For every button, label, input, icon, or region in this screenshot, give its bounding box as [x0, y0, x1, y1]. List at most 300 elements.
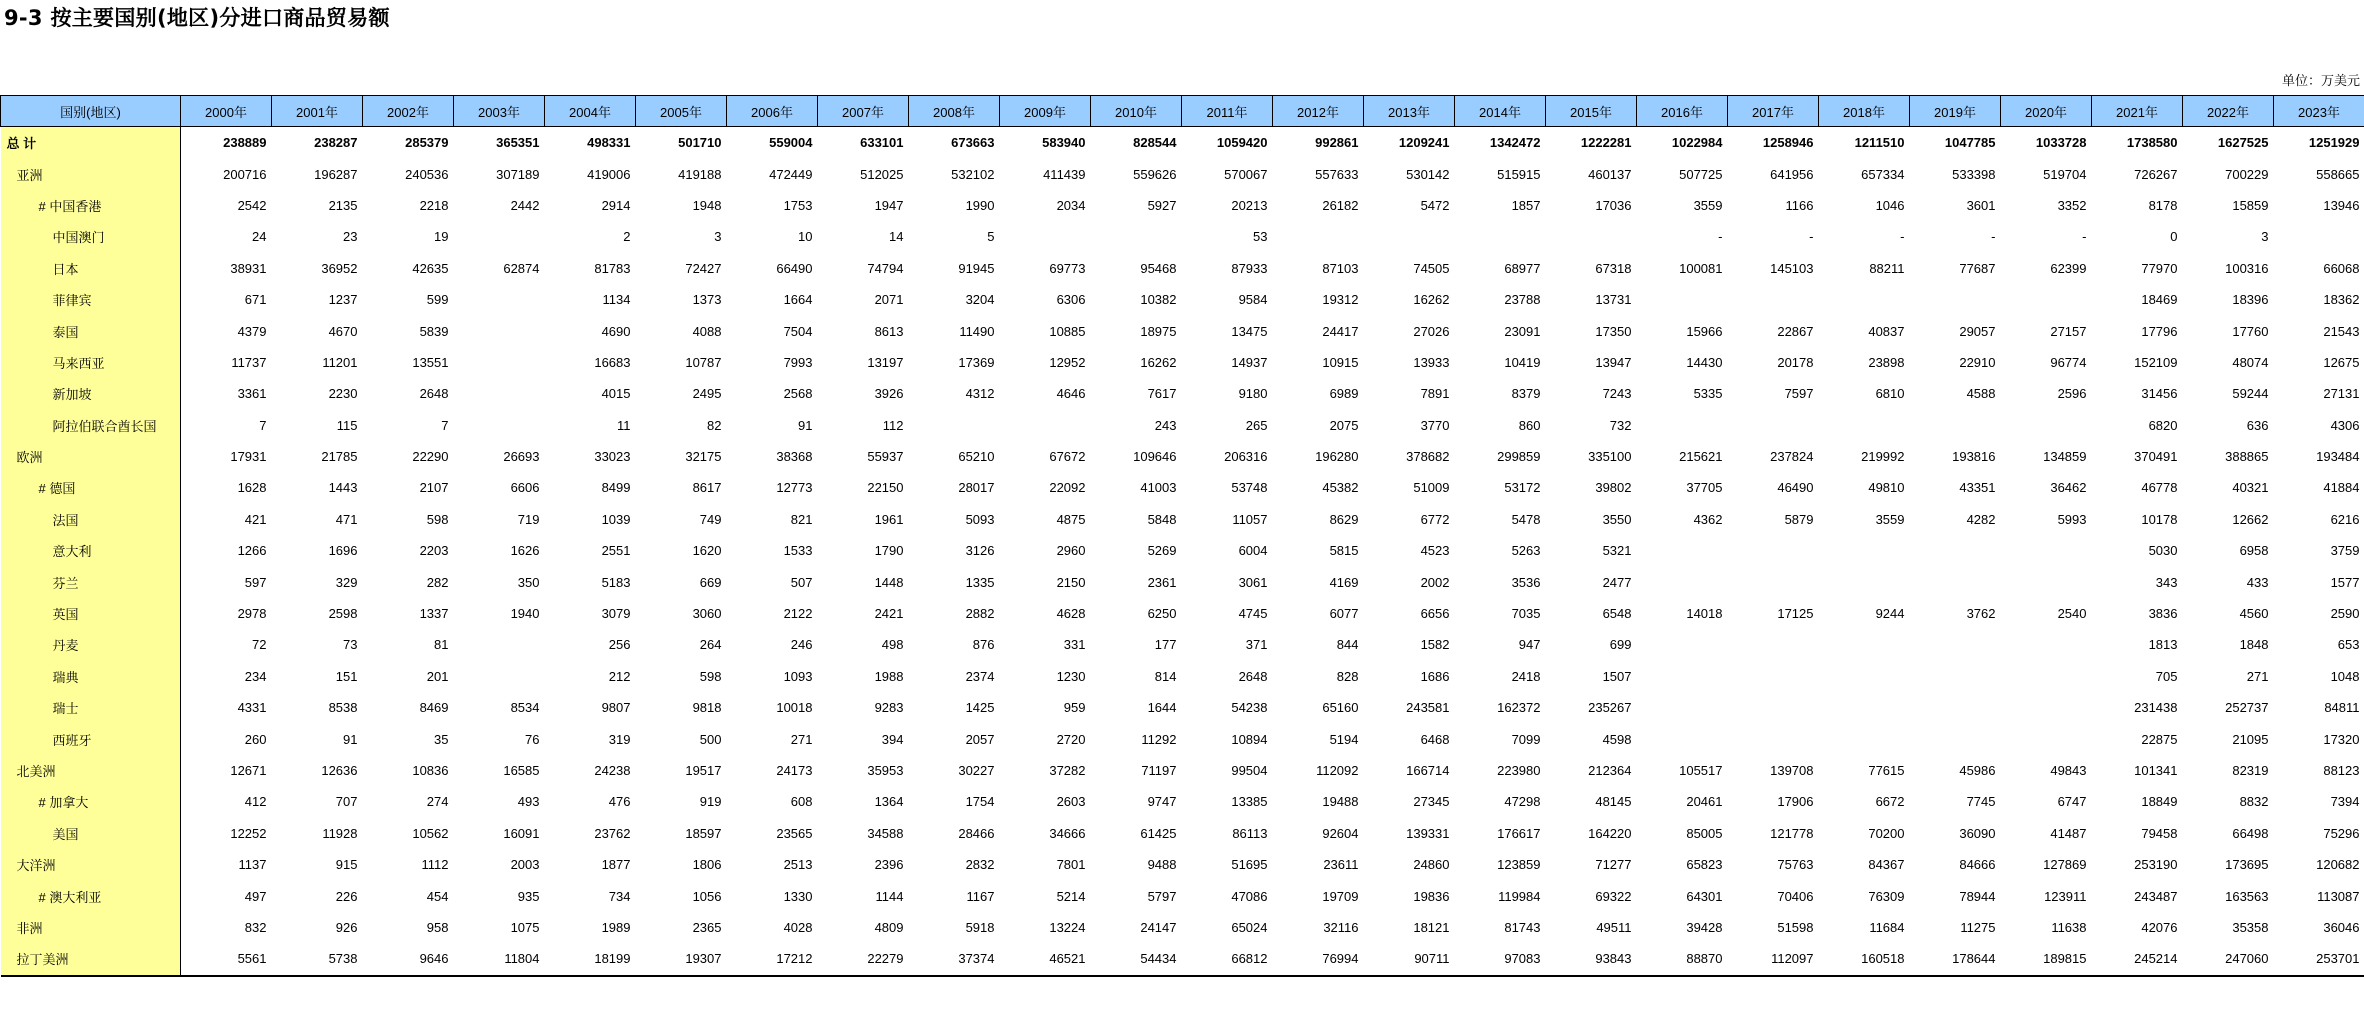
table-cell: [1728, 284, 1819, 315]
table-cell: 9807: [601, 700, 631, 716]
table-cell: 3204: [965, 292, 995, 308]
table-cell: 65024: [1231, 919, 1268, 935]
table-cell: 876: [972, 637, 995, 653]
table-cell: 2596: [2057, 386, 2087, 402]
table-cell: 48145: [1595, 794, 1632, 810]
table-cell: 3079: [601, 606, 631, 622]
table-cell: [454, 410, 545, 441]
table-cell: 365351: [496, 135, 540, 151]
table-cell: 8178: [2148, 197, 2178, 213]
table-cell: 6772: [1420, 511, 1450, 527]
table-cell: 5: [987, 229, 995, 245]
table-cell: 19836: [1413, 888, 1450, 904]
row-region-name: 瑞士: [1, 692, 181, 723]
table-cell: 1448: [874, 574, 904, 590]
table-cell: 8469: [419, 700, 449, 716]
table-cell: 84811: [2324, 700, 2360, 716]
table-cell: 17906: [1777, 794, 1814, 810]
table-cell: 14430: [1686, 354, 1723, 370]
table-cell: 19: [434, 229, 449, 245]
table-cell: -: [1900, 229, 1905, 245]
table-cell: 11928: [322, 825, 358, 841]
table-cell: 16683: [594, 354, 631, 370]
table-cell: [1910, 410, 2001, 441]
table-cell: 49843: [2050, 763, 2087, 778]
table-cell: 828544: [1133, 135, 1177, 151]
table-cell: 2361: [1147, 574, 1177, 590]
table-cell: 557633: [1315, 166, 1359, 182]
row-region-name: 丹麦: [1, 629, 181, 660]
table-cell: 21095: [2232, 731, 2269, 747]
table-cell: 1342472: [1489, 135, 1541, 151]
table-cell: 66490: [776, 260, 813, 276]
table-cell: 13197: [867, 354, 904, 370]
table-cell: [454, 221, 545, 252]
table-row: [1, 692, 2364, 723]
table-cell: 152109: [2134, 354, 2178, 370]
table-cell: 860: [1518, 417, 1541, 433]
header-year: 2001年: [272, 96, 363, 127]
table-cell: 958: [426, 919, 449, 935]
table-cell: 38931: [230, 260, 267, 276]
table-cell: 2034: [1056, 197, 1086, 213]
table-row: [1, 818, 2364, 849]
table-cell: [1637, 535, 1728, 566]
table-cell: 935: [517, 888, 540, 904]
table-cell: 28017: [958, 480, 995, 496]
table-cell: 256: [608, 637, 631, 653]
table-cell: 2542: [237, 197, 267, 213]
table-cell: 2396: [874, 857, 904, 873]
table-cell: 498: [881, 637, 904, 653]
table-cell: 371: [1245, 637, 1268, 653]
table-cell: 8379: [1511, 386, 1541, 402]
table-cell: 719: [517, 511, 540, 527]
table-cell: 46490: [1777, 480, 1814, 496]
table-cell: 265: [1245, 417, 1268, 433]
table-cell: 240536: [405, 166, 449, 182]
table-cell: 5030: [2148, 543, 2178, 559]
table-cell: [1910, 284, 2001, 315]
table-cell: 4628: [1056, 606, 1086, 622]
table-cell: 1209241: [1398, 135, 1450, 151]
table-cell: 1664: [783, 292, 813, 308]
table-cell: 2495: [692, 386, 722, 402]
table-cell: 8538: [328, 700, 358, 716]
table-cell: 54238: [1231, 700, 1268, 716]
table-cell: 2: [623, 229, 631, 245]
table-cell: 212: [608, 668, 631, 684]
table-cell: 235267: [1588, 700, 1632, 716]
table-cell: 166714: [1406, 763, 1450, 778]
table-cell: 85005: [1686, 825, 1723, 841]
table-cell: 7891: [1420, 386, 1450, 402]
table-cell: [454, 661, 545, 692]
table-cell: 530142: [1406, 166, 1450, 182]
table-cell: 1533: [783, 543, 813, 559]
table-cell: 70406: [1777, 888, 1814, 904]
table-cell: 72: [252, 637, 267, 653]
table-cell: 472449: [769, 166, 813, 182]
table-cell: 700229: [2225, 166, 2269, 182]
table-cell: 139331: [1406, 825, 1450, 841]
table-cell: 6672: [1875, 794, 1905, 810]
table-cell: 42076: [2141, 919, 2178, 935]
table-cell: 27131: [2323, 386, 2360, 402]
table-cell: 8629: [1329, 511, 1359, 527]
table-cell: 11804: [454, 943, 545, 975]
table-row: [1, 190, 2364, 221]
table-cell: 1230: [1056, 668, 1086, 684]
table-cell: 1033728: [2035, 135, 2087, 151]
table-cell: 5183: [601, 574, 631, 590]
table-cell: 2568: [783, 386, 813, 402]
table-cell: 12636: [321, 763, 358, 778]
table-cell: 919: [699, 794, 722, 810]
table-cell: 196280: [1315, 449, 1359, 465]
table-cell: [1819, 284, 1910, 315]
table-cell: 10885: [1049, 323, 1086, 339]
table-cell: [454, 315, 545, 346]
header-year: 2013年: [1364, 96, 1455, 127]
table-cell: 5839: [419, 323, 449, 339]
table-cell: 81: [434, 637, 449, 653]
table-cell: 69773: [1049, 260, 1086, 276]
table-cell: 77687: [1959, 260, 1996, 276]
table-cell: [1637, 629, 1728, 660]
table-cell: 519704: [2043, 166, 2087, 182]
table-cell: 370491: [2134, 449, 2178, 465]
table-cell: 79458: [2141, 825, 2178, 841]
row-region-name: 意大利: [1, 535, 181, 566]
table-cell: 1696: [328, 543, 358, 559]
table-cell: 115: [336, 417, 358, 433]
table-cell: 231438: [2134, 700, 2178, 716]
table-cell: 253190: [2134, 857, 2178, 873]
row-region-name: # 澳大利亚: [1, 880, 181, 911]
table-cell: 65823: [1686, 857, 1723, 873]
table-cell: 4809: [874, 919, 904, 935]
table-cell: 17125: [1777, 606, 1814, 622]
table-cell: 12662: [2232, 511, 2269, 527]
table-cell: [2001, 723, 2092, 754]
table-cell: 5214: [1056, 888, 1086, 904]
table-cell: 19312: [1322, 292, 1359, 308]
table-cell: -: [2082, 229, 2087, 245]
row-region-name: 拉丁美洲: [1, 943, 181, 975]
table-cell: 0: [2170, 229, 2178, 245]
table-cell: 5993: [2057, 511, 2087, 527]
table-cell: 77615: [1868, 763, 1905, 778]
table-cell: 93843: [1546, 943, 1637, 975]
header-year: 2021年: [2092, 96, 2183, 127]
table-cell: 1577: [2330, 574, 2360, 590]
table-cell: 32175: [685, 449, 722, 465]
table-cell: 2648: [1238, 668, 1268, 684]
table-cell: 471: [335, 511, 358, 527]
table-row: [1, 849, 2364, 880]
table-cell: 51598: [1777, 919, 1814, 935]
table-cell: 2421: [874, 606, 904, 622]
table-cell: 41487: [2050, 825, 2087, 841]
table-cell: 113087: [2317, 888, 2360, 904]
table-cell: 1093: [783, 668, 813, 684]
table-cell: 2590: [2330, 606, 2360, 622]
table-cell: 6810: [1875, 386, 1905, 402]
table-row: [1, 378, 2364, 409]
table-cell: [2001, 661, 2092, 692]
row-region-name: 英国: [1, 598, 181, 629]
table-cell: 35953: [867, 763, 904, 778]
table-cell: 319: [608, 731, 631, 747]
table-cell: 223980: [1497, 763, 1541, 778]
table-cell: 5478: [1511, 511, 1541, 527]
table-cell: 22290: [412, 449, 449, 465]
table-cell: 24147: [1140, 919, 1177, 935]
table-cell: 636: [2246, 417, 2269, 433]
table-cell: 7243: [1602, 386, 1632, 402]
table-cell: 76: [525, 731, 540, 747]
table-cell: 84666: [1959, 857, 1996, 873]
table-cell: 1644: [1147, 700, 1177, 716]
table-cell: [2001, 629, 2092, 660]
table-cell: 1626: [510, 543, 540, 559]
table-cell: 67672: [1049, 449, 1086, 465]
row-region-name: 北美洲: [1, 755, 181, 786]
table-cell: 238287: [314, 135, 358, 151]
table-cell: [1000, 221, 1091, 252]
table-cell: 41884: [2323, 480, 2360, 496]
table-cell: 23611: [1323, 857, 1359, 873]
row-region-name: 新加坡: [1, 378, 181, 409]
table-cell: 59244: [2232, 386, 2269, 402]
table-cell: 421: [244, 511, 267, 527]
table-cell: 3759: [2330, 543, 2360, 559]
table-cell: [1546, 221, 1637, 252]
table-cell: 12952: [1049, 354, 1086, 370]
table-cell: [454, 378, 545, 409]
row-region-name: 大洋洲: [1, 849, 181, 880]
table-cell: 10419: [1504, 354, 1541, 370]
row-region-name: 芬兰: [1, 566, 181, 597]
table-cell: 24417: [1322, 323, 1359, 339]
table-cell: 234: [244, 668, 267, 684]
header-year: 2019年: [1910, 96, 2001, 127]
table-cell: 4646: [1056, 386, 1086, 402]
table-cell: 307189: [496, 166, 540, 182]
table-cell: 5335: [1693, 386, 1723, 402]
table-cell: 4560: [2239, 606, 2269, 622]
table-cell: 2122: [783, 606, 813, 622]
table-cell: 91: [798, 417, 813, 433]
table-cell: 71197: [1141, 763, 1177, 778]
table-cell: 1806: [692, 857, 722, 873]
table-cell: 10836: [412, 763, 449, 778]
table-cell: 583940: [1042, 135, 1086, 151]
row-region-name: 泰国: [1, 315, 181, 346]
table-cell: 11275: [1960, 919, 1996, 935]
table-cell: 12252: [230, 825, 267, 841]
table-cell: 13551: [412, 354, 449, 370]
table-cell: 37282: [1049, 763, 1086, 778]
table-cell: 1046: [1875, 197, 1905, 213]
table-cell: 507725: [1679, 166, 1723, 182]
table-cell: 164220: [1588, 825, 1632, 841]
table-cell: 1137: [238, 857, 267, 873]
table-cell: 10894: [1231, 731, 1268, 747]
table-cell: 178644: [1910, 943, 2001, 975]
table-cell: 598: [699, 668, 722, 684]
table-cell: 1507: [1602, 668, 1632, 684]
table-body: [1, 127, 2364, 976]
table-cell: 27157: [2050, 323, 2087, 339]
table-cell: [1273, 221, 1364, 252]
table-cell: 329: [335, 574, 358, 590]
table-cell: 206316: [1224, 449, 1268, 465]
table-cell: [1728, 566, 1819, 597]
table-cell: 1813: [2148, 637, 2178, 653]
table-cell: 9646: [363, 943, 454, 975]
table-cell: 6216: [2330, 511, 2360, 527]
table-cell: 21785: [321, 449, 358, 465]
table-cell: 498331: [587, 135, 631, 151]
table-cell: 558665: [2316, 166, 2360, 182]
table-cell: 1337: [419, 606, 449, 622]
table-cell: 4282: [1966, 511, 1996, 527]
table-cell: 570067: [1224, 166, 1268, 182]
table-cell: 992861: [1315, 135, 1359, 151]
table-cell: 38368: [776, 449, 813, 465]
table-cell: 23788: [1504, 292, 1541, 308]
table-cell: 2477: [1602, 574, 1632, 590]
table-cell: [1819, 661, 1910, 692]
table-cell: 1425: [965, 700, 995, 716]
table-cell: 36462: [2050, 480, 2087, 496]
table-cell: 35358: [2232, 919, 2269, 935]
table-cell: 39428: [1686, 919, 1723, 935]
table-row: [1, 629, 2364, 660]
table-cell: 200716: [223, 166, 267, 182]
header-year: 2017年: [1728, 96, 1819, 127]
table-cell: 14018: [1686, 606, 1723, 622]
table-cell: 24238: [594, 763, 631, 778]
table-cell: [454, 347, 545, 378]
header-region: 国别(地区): [1, 96, 181, 127]
table-cell: 64301: [1686, 888, 1723, 904]
table-cell: 5797: [1147, 888, 1177, 904]
trade-table: [0, 95, 2364, 977]
table-cell: 8832: [2239, 794, 2269, 810]
table-cell: 271: [2246, 668, 2269, 684]
table-row: [1, 504, 2364, 535]
table-cell: 163563: [2225, 888, 2269, 904]
table-cell: 18849: [2141, 794, 2178, 810]
header-year: 2004年: [545, 96, 636, 127]
table-cell: 828: [1336, 668, 1359, 684]
header-year: 2000年: [181, 96, 272, 127]
table-cell: 10178: [2141, 511, 2178, 527]
table-cell: 51009: [1413, 480, 1450, 496]
table-cell: 41003: [1140, 480, 1177, 496]
table-cell: 6548: [1602, 606, 1632, 622]
table-cell: 53172: [1504, 480, 1541, 496]
table-cell: 17931: [230, 449, 267, 465]
header-year: 2007年: [818, 96, 909, 127]
table-cell: 70200: [1868, 825, 1905, 841]
table-cell: 2150: [1056, 574, 1086, 590]
header-year: 2020年: [2001, 96, 2092, 127]
table-cell: 8499: [601, 480, 631, 496]
table-cell: [909, 410, 1000, 441]
table-cell: 16262: [1413, 292, 1450, 308]
table-cell: [1364, 221, 1455, 252]
table-cell: 2882: [965, 606, 995, 622]
table-cell: 11490: [959, 323, 995, 339]
header-year: 2018年: [1819, 96, 1910, 127]
table-cell: 72427: [685, 260, 722, 276]
table-cell: 189815: [2001, 943, 2092, 975]
table-cell: 1330: [783, 888, 813, 904]
table-cell: 350: [517, 574, 540, 590]
table-row: [1, 347, 2364, 378]
table-cell: 497: [244, 888, 267, 904]
table-cell: 11638: [2051, 919, 2087, 935]
table-cell: 31456: [2141, 386, 2178, 402]
table-cell: 18975: [1140, 323, 1177, 339]
table-cell: 69322: [1595, 888, 1632, 904]
table-cell: 53: [1253, 229, 1268, 245]
table-cell: 19488: [1322, 794, 1359, 810]
table-cell: 28466: [958, 825, 995, 841]
table-cell: 9488: [1147, 857, 1177, 873]
table-cell: 2107: [419, 480, 449, 496]
table-cell: 2960: [1056, 543, 1086, 559]
table-cell: 260: [244, 731, 267, 747]
table-cell: 123859: [1497, 857, 1541, 873]
table-cell: 97083: [1455, 943, 1546, 975]
table-cell: 13947: [1595, 354, 1632, 370]
table-cell: 11684: [1869, 919, 1905, 935]
table-cell: 3060: [692, 606, 722, 622]
table-cell: 46521: [1000, 943, 1091, 975]
table-cell: 2365: [692, 919, 722, 935]
table-cell: 454: [426, 888, 449, 904]
table-cell: 394: [881, 731, 904, 747]
table-cell: 378682: [1406, 449, 1450, 465]
table-cell: 2513: [783, 857, 813, 873]
table-cell: 6820: [2148, 417, 2178, 433]
table-cell: 1443: [328, 480, 358, 496]
table-cell: 13224: [1049, 919, 1086, 935]
table-cell: 76309: [1868, 888, 1905, 904]
table-cell: [1637, 284, 1728, 315]
table-cell: 22150: [867, 480, 904, 496]
table-cell: 36046: [2323, 919, 2360, 935]
table-cell: [1728, 692, 1819, 723]
table-cell: 48074: [2232, 354, 2269, 370]
table-cell: 14: [889, 229, 904, 245]
table-row: [1, 566, 2364, 597]
table-cell: 112092: [1316, 763, 1359, 778]
table-cell: 4875: [1056, 511, 1086, 527]
table-cell: 4169: [1329, 574, 1359, 590]
table-cell: [1091, 221, 1182, 252]
row-region-name: 菲律宾: [1, 284, 181, 315]
table-cell: 77970: [2141, 260, 2178, 276]
table-cell: 84367: [1868, 857, 1905, 873]
table-cell: 559626: [1133, 166, 1177, 182]
table-cell: 1167: [966, 888, 995, 904]
